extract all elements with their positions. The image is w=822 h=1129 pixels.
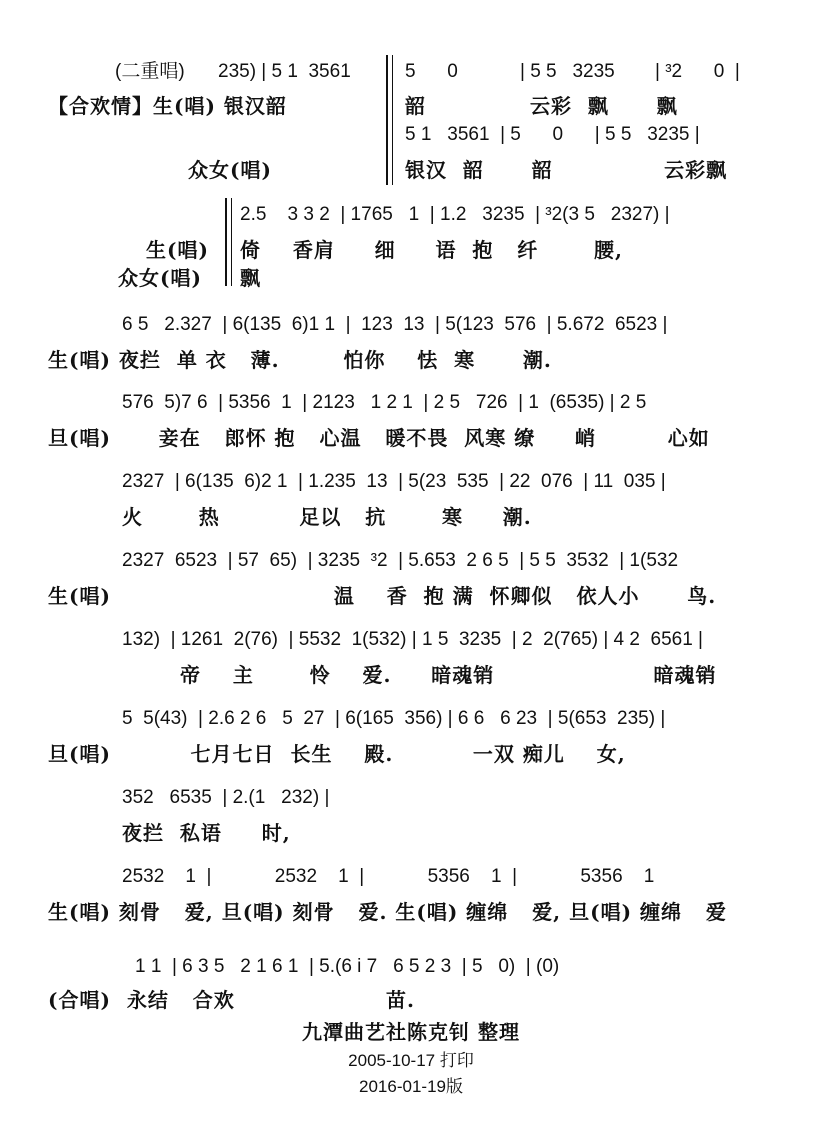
- notes-s3: 2.5 3 3 2 | 1765 1 | 1.2 3235 | ³2(3 5 2327) |: [240, 204, 670, 225]
- lyrics-s2: 银汉 韶 韶 云彩飘: [405, 158, 728, 182]
- notes-s6: 576 5)7 6 | 5356 1 | 2123 1 2 1 | 2 5 726 | 1 (6535) | 2 5: [122, 392, 647, 413]
- lyrics-s3-singer: 生(唱): [146, 238, 209, 262]
- lyrics-s1-a: 【合欢情】生(唱) 银汉韶: [48, 94, 287, 118]
- lyrics-s11: 夜拦 私语 时,: [122, 821, 291, 845]
- lyrics-s7: 火 热 足以 抗 寒 潮.: [122, 505, 532, 529]
- lyrics-s12: 生(唱) 刻骨 爱, 旦(唱) 刻骨 爱. 生(唱) 缠绵 爱, 旦(唱) 缠绵 爱: [48, 900, 727, 924]
- notes-s11: 352 6535 | 2.(1 232) |: [122, 787, 330, 808]
- notes-s1-c: 5 0: [405, 61, 458, 82]
- notes-s13: 1 1 | 6 3 5 2 1 6 1 | 5.(6 i 7 6 5 2 3 | 5 0) | (0): [135, 956, 560, 977]
- footer-arranger: 九潭曲艺社陈克钊 整理: [302, 1020, 520, 1044]
- lyrics-s1-c: 云彩 飘 飘: [530, 94, 678, 118]
- lyrics-s4-singer: 众女(唱): [118, 266, 202, 290]
- lyrics-s1-b: 韶: [405, 94, 426, 118]
- notes-s7: 2327 | 6(135 6)2 1 | 1.235 13 | 5(23 535 | 22 076 | 11 035 |: [122, 471, 666, 492]
- system-brace-1: [386, 55, 388, 185]
- footer-print-date: 2005-10-17 打印: [348, 1051, 474, 1070]
- notes-s1-b: 235) | 5 1 3561: [218, 61, 351, 82]
- lyrics-s10: 旦(唱) 七月七日 长生 殿. 一双 痴儿 女,: [48, 742, 626, 766]
- notes-s2: 5 1 3561 | 5 0 | 5 5 3235 |: [405, 124, 700, 145]
- notes-s8: 2327 6523 | 57 65) | 3235 ³2 | 5.653 2 6 5 | 5 5 3532 | 1(532: [122, 550, 679, 571]
- notes-s1-a: (二重唱): [115, 61, 185, 82]
- notes-s12: 2532 1 | 2532 1 | 5356 1 | 5356 1: [122, 866, 655, 887]
- notes-s1-d: | 5 5 3235: [520, 61, 615, 82]
- notes-s5: 6 5 2.327 | 6(135 6)1 1 | 123 13 | 5(123 576 | 5.672 6523 |: [122, 314, 668, 335]
- lyrics-s9: 帝 主 怜 爱. 暗魂销 暗魂销: [180, 663, 717, 687]
- notes-s1-e: | ³2 0 |: [655, 61, 740, 82]
- lyrics-s5: 生(唱) 夜拦 单 衣 薄. 怕你 怯 寒 潮.: [48, 348, 552, 372]
- lyrics-s3: 倚 香肩 细 语 抱 纤 腰,: [240, 238, 623, 262]
- footer-version: 2016-01-19版: [359, 1077, 463, 1096]
- lyrics-s6: 旦(唱) 妾在 郎怀 抱 心温 暖不畏 风寒 缭 峭 心如: [48, 426, 710, 450]
- lyrics-s8: 生(唱) 温 香 抱 满 怀卿似 依人小 鸟.: [48, 584, 717, 608]
- system-brace-1b: [392, 55, 393, 185]
- notes-s10: 5 5(43) | 2.6 2 6 5 27 | 6(165 356) | 6 6 6 23 | 5(653 235) |: [122, 708, 666, 729]
- system-brace-3b: [231, 198, 232, 286]
- lyrics-s4: 飘: [240, 266, 261, 290]
- system-brace-3: [225, 198, 227, 286]
- lyrics-s2-singer: 众女(唱): [188, 158, 272, 182]
- notes-s9: 132) | 1261 2(76) | 5532 1(532) | 1 5 3235 | 2 2(765) | 4 2 6561 |: [122, 629, 703, 650]
- lyrics-s13: (合唱) 永结 合欢 苗.: [48, 988, 415, 1012]
